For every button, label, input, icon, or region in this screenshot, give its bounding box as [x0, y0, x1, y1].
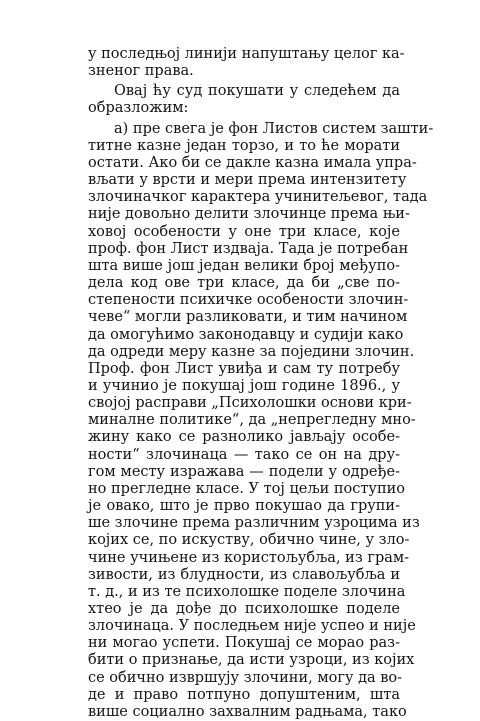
text-line: Проф. фон Лист увиђа и сам ту потребу: [88, 360, 400, 377]
text-line: ше злочине према различним узроцима из: [88, 515, 420, 532]
text-line: да одреди меру казне за поједини злочин.: [88, 343, 415, 360]
text-line: ховој особености у оне три класе, које: [88, 223, 400, 240]
text-line: у последњој линији напуштању целог ка-: [88, 46, 405, 62]
page-text: [88, 46, 434, 721]
text-line: својој расправи „Психолошки основи кри-: [88, 395, 412, 412]
text-line: више социално захвалним радњама, тако: [88, 703, 407, 720]
text-line: се обично извршују злочини, могу да во-: [88, 669, 403, 686]
text-line: а) пре свега је фон Листов систем зашти-: [114, 120, 434, 137]
paragraph-3: [88, 120, 434, 721]
paragraph-2: [88, 83, 400, 117]
text-line: шта више још један велики број међупо-: [88, 257, 400, 274]
text-line: хтео је да дође до психолошке поделе: [88, 601, 400, 617]
text-line: и учинио је покушај још године 1896., у: [88, 377, 400, 394]
text-line: ни могао успети. Покушај се морао раз-: [88, 635, 400, 652]
text-line: миналне политике“, да „непрегледну мно-: [88, 412, 416, 429]
text-line: Овај ћу суд покушати у следећем да: [114, 83, 400, 100]
text-line: образложим:: [88, 100, 189, 117]
text-line: да омогућимо законодавцу и судији како: [88, 326, 404, 343]
text-line: чине учињене из користољубља, из грам-: [88, 549, 410, 566]
text-line: бити о признање, да исти узроци, из којих: [88, 652, 415, 669]
paragraph-1: [88, 46, 405, 80]
text-line: степености психичке особености злочин-: [88, 292, 409, 309]
text-line: је овако, што је прво покушао да групи-: [88, 498, 400, 515]
text-line: чеве“ могли разликовати, и тим начином: [88, 309, 408, 326]
text-line: ности“ злочинаца — тако се он на дру-: [88, 446, 400, 463]
text-line: но прегледне класе. У тој цељи поступио: [88, 480, 406, 497]
text-line: злочинаца. У последњем није успео и није: [88, 618, 416, 635]
text-line: т. д., и из те психолошке поделе злочина: [88, 583, 406, 600]
text-line: зивости, из блудности, из славољубља и: [88, 566, 400, 583]
text-line: гом месту изражава — подели у одређе-: [88, 463, 400, 480]
text-line: није довољно делити злочинце према њи-: [88, 206, 410, 223]
text-line: де и право потпуно допуштеним, шта: [88, 686, 400, 703]
text-line: зненог права.: [88, 63, 194, 80]
text-line: злочиначког карактера учинитељевог, тада: [88, 189, 428, 206]
text-line: дела код ове три класе, да би „све по-: [88, 275, 400, 292]
text-line: жину како се разнолико јављају особе-: [88, 429, 400, 446]
text-line: којих се, по искуству, обично чине, у зло-: [88, 532, 410, 549]
text-line: вљати у врсти и мери према интензитету: [88, 172, 407, 189]
text-line: проф. фон Лист издваја. Тада је потребан: [88, 240, 409, 257]
text-line: титне казне један торзо, и то ће морати: [88, 137, 400, 154]
text-line: остати. Ако би се дакле казна имала упра-: [88, 154, 417, 171]
